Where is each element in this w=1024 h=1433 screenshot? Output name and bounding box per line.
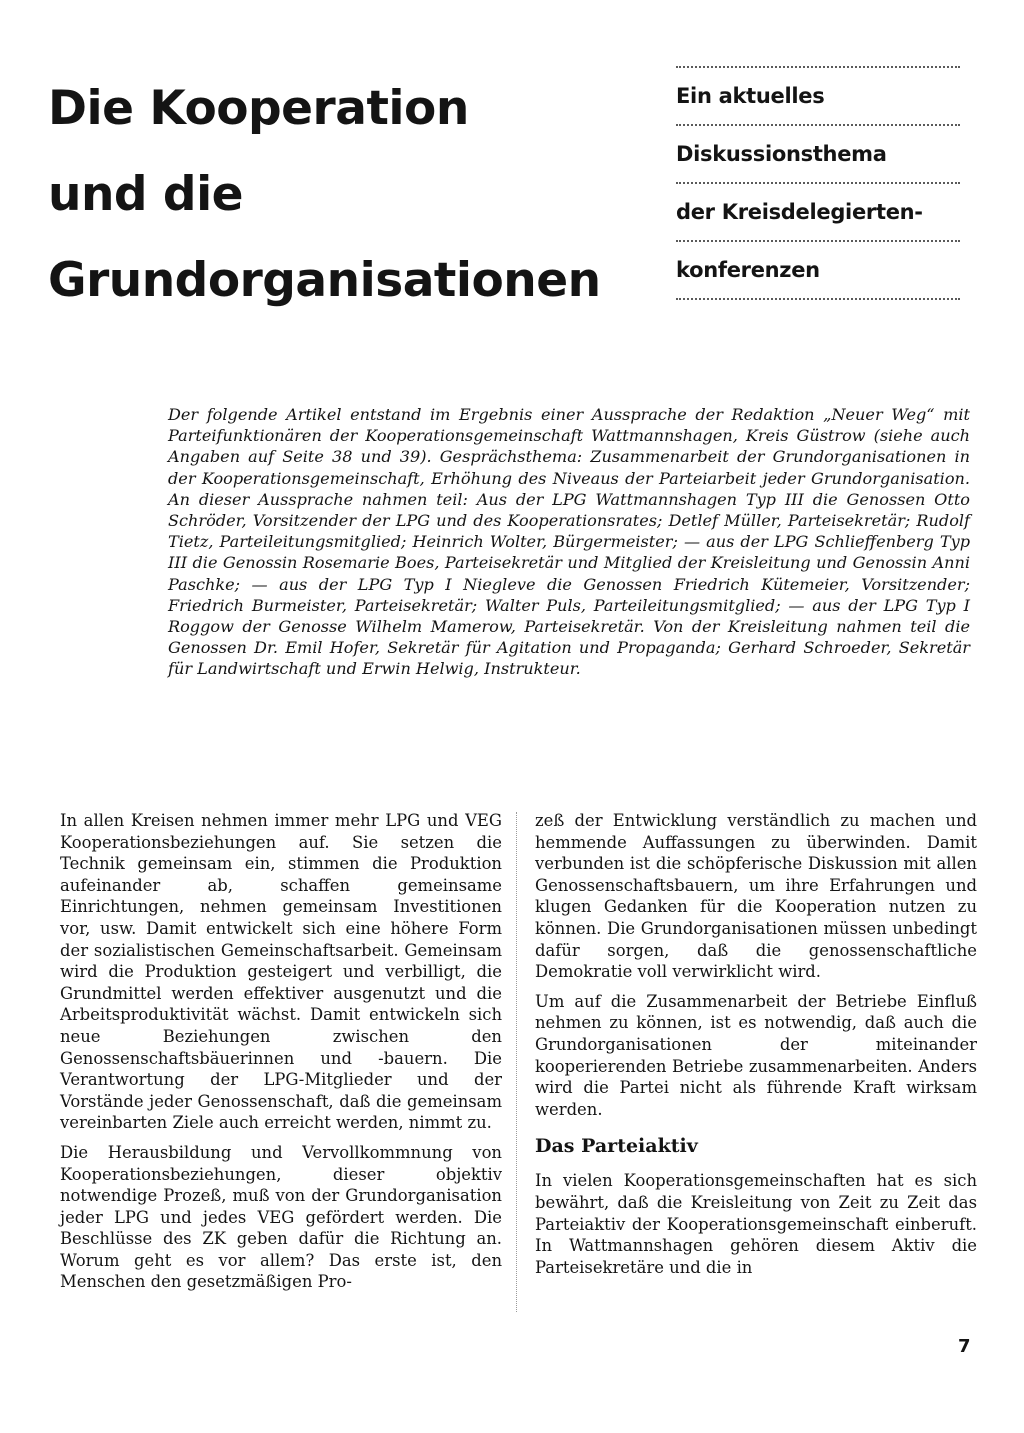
body-paragraph: zeß der Entwicklung verständlich zu machen und hemmende Auffassungen zu überwinden. Damit verbunden ist die schöpferische Diskussion mit allen Genossenschaftsbauern, um ihre Erfahrungen und klugen Gedanken für die Kooperation nutzen zu können. Die Grundorganisationen müssen unbedingt dafür sorgen, daß die genossenschaftliche Demokratie voll verwirklicht wird.: [535, 811, 977, 982]
article-subtitle: [676, 66, 960, 300]
subtitle-rule: [676, 124, 960, 126]
column-divider: [516, 812, 517, 1312]
body-paragraph: In allen Kreisen nehmen immer mehr LPG und VEG Kooperationsbeziehungen auf. Sie setzen die Technik gemeinsam ein, stimmen die Produktion aufeinander ab, schaffen gemeinsame Einrichtungen, nehmen gemeinsam Investitionen vor, usw. Damit entwickelt sich eine höhere Form der sozialistischen Gemeinschaftsarbeit. Gemeinsam wird die Produktion gesteigert und verbilligt, die Grundmittel werden effektiver ausgenutzt und die Arbeitsproduktivität wächst. Damit entwickeln sich neue Beziehungen zwischen den Genossenschaftsbäuerinnen und -bauern. Die Verantwortung der LPG-Mitglieder und der Vorstände jeder Genossenschaft, daß die gemeinsam vereinbarten Ziele auch erreicht werden, nimmt zu.: [60, 811, 502, 1133]
body-column-left: [60, 810, 502, 1301]
subtitle-rule: [676, 182, 960, 184]
subtitle-rule: [676, 298, 960, 300]
title-line-2: und die: [48, 167, 244, 222]
title-line-1: Die Kooperation: [48, 81, 469, 136]
title-line-3: Grundorganisationen: [48, 253, 601, 308]
subtitle-rule: [676, 66, 960, 68]
subtitle-line-4: konferenzen: [676, 258, 820, 282]
article-title: [48, 66, 648, 324]
subtitle-line-3: der Kreisdelegierten-: [676, 200, 923, 224]
body-paragraph: In vielen Kooperationsgemeinschaften hat es sich bewährt, daß die Kreisleitung von Zeit zu Zeit das Parteiaktiv der Kooperationsgemeinschaft einberuft. In Wattmannshagen gehören diesem Aktiv die Parteisekretäre und die in: [535, 1171, 977, 1277]
subtitle-line-1: Ein aktuelles: [676, 84, 825, 108]
body-column-right: [535, 810, 977, 1286]
subtitle-line-2: Diskussionsthema: [676, 142, 887, 166]
body-paragraph: Um auf die Zusammenarbeit der Betriebe Einfluß nehmen zu können, ist es notwendig, daß auch die Grundorganisationen der miteinander kooperierenden Betriebe zusammenarbeiten. Anders wird die Partei nicht als führende Kraft wirksam werden.: [535, 991, 977, 1119]
subtitle-rule: [676, 240, 960, 242]
body-paragraph: Die Herausbildung und Vervollkommnung von Kooperationsbeziehungen, dieser objektiv notwendige Prozeß, muß von der Grundorganisation jeder LPG und jedes VEG gefördert werden. Die Beschlüsse des ZK geben dafür die Richtung an. Worum geht es vor allem? Das erste ist, den Menschen den gesetzmäßigen Pro-: [60, 1142, 502, 1292]
intro-paragraph: Der folgende Artikel entstand im Ergebnis einer Aussprache der Redaktion „Neuer Weg“ mit Parteifunktionären der Kooperationsgemeinschaft Wattmannshagen, Kreis Güstrow (siehe auch Angaben auf Seite 38 und 39). Gesprächsthema: Zusammenarbeit der Grundorganisationen in der Kooperationsgemeinschaft, Erhöhung des Niveaus der Parteiarbeit jeder Grundorganisation. An dieser Aussprache nahmen teil: Aus der LPG Wattmannshagen Typ III die Genossen Otto Schröder, Vorsitzender der LPG und des Kooperationsrates; Detlef Müller, Parteisekretär; Rudolf Tietz, Parteileitungsmitglied; Heinrich Wolter, Bürgermeister; — aus der LPG Schlieffenberg Typ III die Genossin Rosemarie Boes, Parteisekretär und Mitglied der Kreisleitung und Genossin Anni Paschke; — aus der LPG Typ I Niegleve die Genossen Friedrich Kütemeier, Vorsitzender; Friedrich Burmeister, Parteisekretär; Walter Puls, Parteileitungsmitglied; — aus der LPG Typ I Roggow der Genosse Wilhelm Mamerow, Parteisekretär. Von der Kreisleitung nahmen teil die Genossen Dr. Emil Hofer, Sekretär für Agitation und Propaganda; Gerhard Schroeder, Sekretär für Landwirtschaft und Erwin Helwig, Instrukteur.: [168, 405, 970, 679]
page-number: 7: [958, 1336, 971, 1357]
section-heading: Das Parteiaktiv: [535, 1135, 698, 1158]
